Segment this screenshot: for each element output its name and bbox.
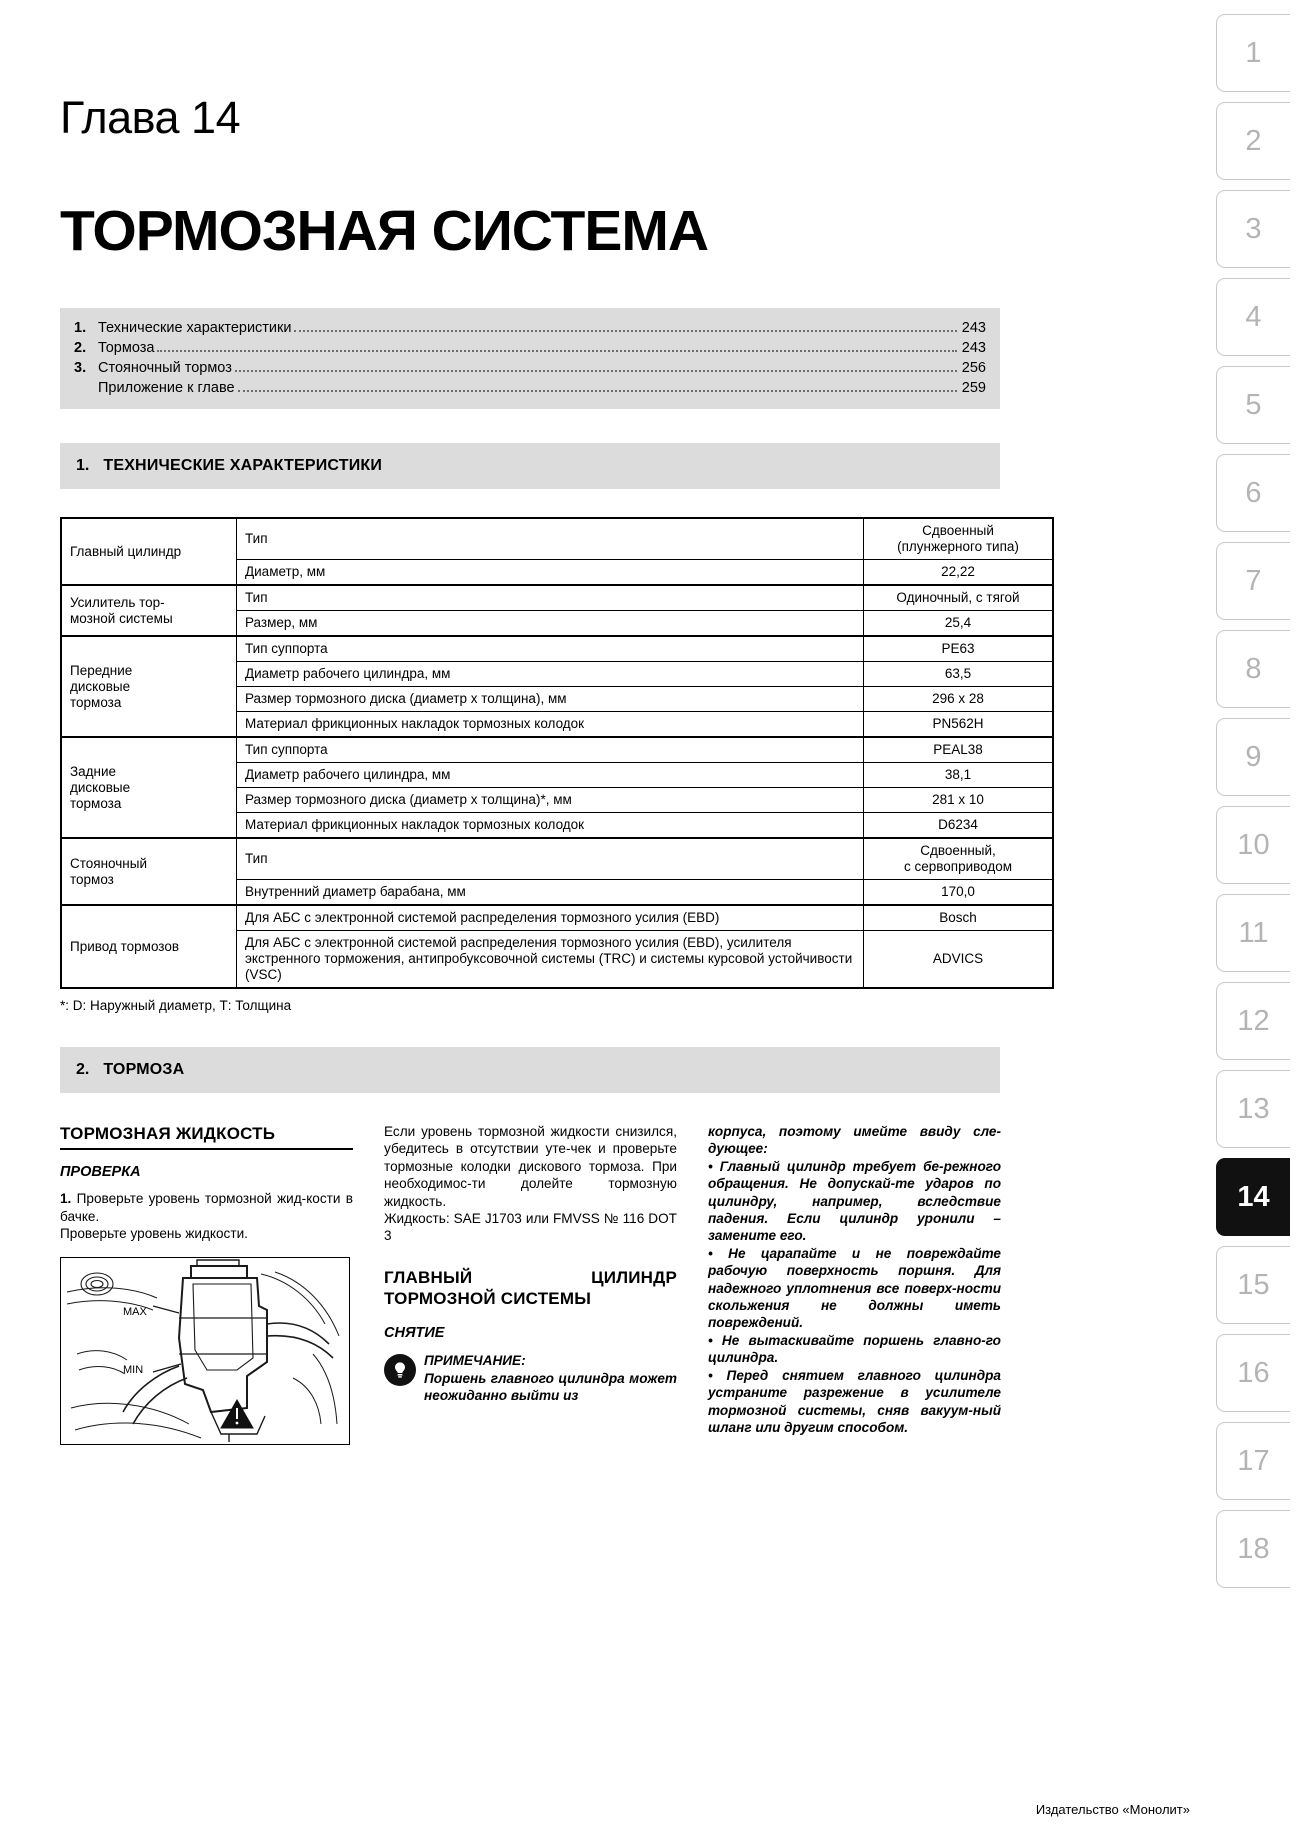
note-block bbox=[384, 1352, 677, 1404]
toc-entry[interactable] bbox=[74, 338, 986, 358]
section-banner-specifications bbox=[60, 443, 1000, 489]
chapter-tab-label: 18 bbox=[1237, 1532, 1270, 1565]
table-cell-parameter: Внутренний диаметр барабана, мм bbox=[237, 880, 864, 906]
toc-entry-label: Приложение к главе bbox=[98, 380, 235, 396]
chapter-tab-label: 11 bbox=[1238, 916, 1269, 949]
figure-label-min: MIN bbox=[123, 1363, 144, 1376]
table-cell-parameter: Тип суппорта bbox=[237, 636, 864, 662]
table-cell-parameter: Для АБС с электронной системой распределения тормозного усилия (EBD) bbox=[237, 905, 864, 931]
table-cell-value: Bosch bbox=[864, 905, 1054, 931]
table-cell-value: 25,4 bbox=[864, 611, 1054, 637]
table-cell-value: Сдвоенный, с сервоприводом bbox=[864, 838, 1054, 880]
table-cell-parameter: Материал фрикционных накладок тормозных колодок bbox=[237, 813, 864, 839]
step-text: Проверьте уровень тормозной жид-кости в бачке. bbox=[60, 1191, 353, 1224]
chapter-label: Глава 14 bbox=[60, 92, 241, 143]
toc-entry-page: 243 bbox=[961, 320, 986, 336]
table-row bbox=[61, 636, 1053, 662]
numbered-step bbox=[60, 1190, 353, 1225]
chapter-tab-12[interactable] bbox=[1216, 982, 1290, 1060]
brake-fluid-heading: ТОРМОЗНАЯ ЖИДКОСТЬ bbox=[60, 1124, 276, 1143]
toc-entry-label: Стояночный тормоз bbox=[98, 360, 232, 376]
table-cell-parameter: Тип bbox=[237, 585, 864, 611]
warning-bullet: • Не вытаскивайте поршень главно-го цилиндра. bbox=[708, 1332, 1001, 1366]
warning-bullet-list bbox=[708, 1158, 1001, 1437]
chapter-tab-rail bbox=[1208, 0, 1300, 1839]
note-text: Поршень главного цилиндра может неожиданно выйти из bbox=[424, 1370, 677, 1404]
table-cell-value: 296 х 28 bbox=[864, 687, 1054, 712]
chapter-tab-8[interactable] bbox=[1216, 630, 1290, 708]
chapter-tab-label: 6 bbox=[1245, 476, 1262, 509]
table-cell-value: Сдвоенный (плунжерного типа) bbox=[864, 518, 1054, 560]
table-row bbox=[61, 838, 1053, 880]
chapter-tab-6[interactable] bbox=[1216, 454, 1290, 532]
table-of-contents bbox=[60, 308, 1000, 409]
toc-entry-number: 3. bbox=[74, 360, 87, 376]
chapter-tab-label: 1 bbox=[1245, 36, 1262, 69]
table-cell-value: PE63 bbox=[864, 636, 1054, 662]
step-number: 1. bbox=[60, 1191, 72, 1207]
chapter-tab-label: 15 bbox=[1237, 1268, 1270, 1301]
table-cell-group: Главный цилиндр bbox=[61, 518, 237, 585]
chapter-tab-17[interactable] bbox=[1216, 1422, 1290, 1500]
page-content bbox=[60, 0, 1020, 1445]
chapter-tab-5[interactable] bbox=[1216, 366, 1290, 444]
check-subheading: ПРОВЕРКА bbox=[60, 1164, 141, 1180]
chapter-tab-16[interactable] bbox=[1216, 1334, 1290, 1412]
master-cylinder-heading: ГЛАВНЫЙ ЦИЛИНДР ТОРМОЗНОЙ СИСТЕМЫ bbox=[384, 1267, 677, 1308]
table-cell-value: 281 х 10 bbox=[864, 788, 1054, 813]
chapter-tab-label: 16 bbox=[1237, 1356, 1270, 1389]
bulb-icon bbox=[384, 1354, 416, 1386]
table-footnote: *: D: Наружный диаметр, Т: Толщина bbox=[60, 998, 292, 1013]
page-title: ТОРМОЗНАЯ СИСТЕМА bbox=[60, 199, 709, 263]
chapter-tab-label: 13 bbox=[1237, 1092, 1270, 1125]
table-cell-parameter: Тип bbox=[237, 838, 864, 880]
chapter-tab-label: 5 bbox=[1245, 388, 1262, 421]
toc-entry-page: 243 bbox=[961, 340, 986, 356]
table-cell-group: Привод тормозов bbox=[61, 905, 237, 988]
toc-leader-dots bbox=[157, 350, 956, 352]
table-cell-parameter: Тип суппорта bbox=[237, 737, 864, 763]
table-row bbox=[61, 585, 1053, 611]
reservoir-figure bbox=[60, 1257, 350, 1445]
table-cell-value: D6234 bbox=[864, 813, 1054, 839]
reservoir-diagram-svg bbox=[61, 1258, 349, 1444]
heading-rule bbox=[60, 1148, 353, 1150]
removal-subheading: СНЯТИЕ bbox=[384, 1324, 445, 1341]
paragraph-fluid-spec: Жидкость: SAE J1703 или FMVSS № 116 DOT 3 bbox=[384, 1211, 677, 1244]
table-cell-value: 63,5 bbox=[864, 662, 1054, 687]
toc-entry-number: 2. bbox=[74, 340, 87, 356]
chapter-tab-11[interactable] bbox=[1216, 894, 1290, 972]
table-cell-value: ADVICS bbox=[864, 931, 1054, 989]
chapter-tab-label: 8 bbox=[1245, 652, 1262, 685]
note-continuation: корпуса, поэтому имейте ввиду сле-дующее: bbox=[708, 1124, 1001, 1157]
section-number: 2. bbox=[76, 1061, 90, 1078]
chapter-tab-label: 3 bbox=[1245, 212, 1262, 245]
toc-entry-page: 256 bbox=[961, 360, 986, 376]
table-cell-value: 22,22 bbox=[864, 560, 1054, 586]
chapter-tab-label: 12 bbox=[1237, 1004, 1270, 1037]
table-cell-group: Передние дисковые тормоза bbox=[61, 636, 237, 737]
table-row bbox=[61, 905, 1053, 931]
chapter-tab-label: 7 bbox=[1245, 564, 1262, 597]
chapter-tab-10[interactable] bbox=[1216, 806, 1290, 884]
toc-entry-number: 1. bbox=[74, 320, 87, 336]
table-cell-parameter: Размер, мм bbox=[237, 611, 864, 637]
chapter-tab-label: 17 bbox=[1237, 1444, 1270, 1477]
section-title: ТОРМОЗА bbox=[103, 1061, 185, 1078]
warning-bullet: • Перед снятием главного цилиндра устраните разрежение в усилителе тормозной системы, сняв вакуум-ный шланг или другим способом. bbox=[708, 1367, 1001, 1435]
table-cell-value: 38,1 bbox=[864, 763, 1054, 788]
section-title: ТЕХНИЧЕСКИЕ ХАРАКТЕРИСТИКИ bbox=[103, 457, 383, 474]
table-cell-value: Одиночный, с тягой bbox=[864, 585, 1054, 611]
chapter-tab-7[interactable] bbox=[1216, 542, 1290, 620]
chapter-tab-18[interactable] bbox=[1216, 1510, 1290, 1588]
note-label: ПРИМЕЧАНИЕ: bbox=[424, 1353, 526, 1369]
chapter-tab-14[interactable] bbox=[1216, 1158, 1290, 1236]
table-cell-parameter: Диаметр рабочего цилиндра, мм bbox=[237, 763, 864, 788]
column-left bbox=[60, 1123, 353, 1445]
chapter-tab-label: 4 bbox=[1245, 300, 1262, 333]
chapter-tab-label: 9 bbox=[1245, 740, 1262, 773]
toc-entry-page: 259 bbox=[961, 380, 986, 396]
warning-bullet: • Главный цилиндр требует бе-режного обращения. Не допускай-те ударов по цилиндру, например, вследствие падения. Если цилиндр уронили – замените его. bbox=[708, 1158, 1001, 1244]
table-cell-parameter: Диаметр, мм bbox=[237, 560, 864, 586]
chapter-tab-13[interactable] bbox=[1216, 1070, 1290, 1148]
chapter-tab-2[interactable] bbox=[1216, 102, 1290, 180]
chapter-tab-label: 10 bbox=[1237, 828, 1270, 861]
table-cell-parameter: Для АБС с электронной системой распределения тормозного усилия (EBD), усилителя экстренного торможения, антипробуксовочной системы (TRC) и системы курсовой устойчивости (VSC) bbox=[237, 931, 864, 989]
table-row bbox=[61, 518, 1053, 560]
table-cell-group: Задние дисковые тормоза bbox=[61, 737, 237, 838]
table-cell-group: Усилитель тор- мозной системы bbox=[61, 585, 237, 636]
table-cell-parameter: Размер тормозного диска (диаметр х толщина), мм bbox=[237, 687, 864, 712]
column-middle bbox=[384, 1123, 677, 1445]
table-cell-parameter: Материал фрикционных накладок тормозных колодок bbox=[237, 712, 864, 738]
warning-triangle-icon bbox=[221, 1400, 253, 1428]
chapter-tab-1[interactable] bbox=[1216, 14, 1290, 92]
section-banner-brakes bbox=[60, 1047, 1000, 1093]
figure-label-max: MAX bbox=[123, 1305, 147, 1318]
toc-entry-label: Технические характеристики bbox=[98, 320, 292, 336]
paragraph-fluid-level: Если уровень тормозной жидкости снизился, убедитесь в отсутствии уте-чек и проверьте тормозные колодки дискового тормоза. При необходимос-ти долейте тормозную жидкость. bbox=[384, 1124, 677, 1209]
toc-leader-dots bbox=[235, 370, 957, 372]
toc-entry[interactable] bbox=[74, 378, 986, 398]
toc-entry[interactable] bbox=[74, 318, 986, 338]
toc-entry[interactable] bbox=[74, 358, 986, 378]
table-cell-parameter: Размер тормозного диска (диаметр х толщина)*, мм bbox=[237, 788, 864, 813]
toc-entry-label: Тормоза bbox=[98, 340, 155, 356]
specifications-table bbox=[60, 517, 1054, 989]
step-text-secondary: Проверьте уровень жидкости. bbox=[60, 1226, 248, 1242]
chapter-tab-4[interactable] bbox=[1216, 278, 1290, 356]
chapter-tab-9[interactable] bbox=[1216, 718, 1290, 796]
chapter-tab-label: 14 bbox=[1237, 1180, 1270, 1213]
toc-leader-dots bbox=[294, 330, 956, 332]
chapter-tab-15[interactable] bbox=[1216, 1246, 1290, 1324]
table-cell-value: PN562H bbox=[864, 712, 1054, 738]
chapter-tab-label: 2 bbox=[1245, 124, 1262, 157]
body-columns bbox=[60, 1123, 1000, 1445]
chapter-tab-3[interactable] bbox=[1216, 190, 1290, 268]
table-cell-parameter: Диаметр рабочего цилиндра, мм bbox=[237, 662, 864, 687]
table-cell-value: PEAL38 bbox=[864, 737, 1054, 763]
column-right bbox=[708, 1123, 1001, 1445]
warning-bullet: • Не царапайте и не повреждайте рабочую поверхность поршня. Для надежного уплотнения все поверх-ности скольжения не должны иметь повреждений. bbox=[708, 1245, 1001, 1331]
table-cell-parameter: Тип bbox=[237, 518, 864, 560]
table-row bbox=[61, 737, 1053, 763]
section-number: 1. bbox=[76, 457, 90, 474]
table-cell-group: Стояночный тормоз bbox=[61, 838, 237, 905]
note-content bbox=[424, 1352, 677, 1404]
publisher-footer: Издательство «Монолит» bbox=[1035, 1802, 1190, 1817]
table-cell-value: 170,0 bbox=[864, 880, 1054, 906]
toc-leader-dots bbox=[238, 390, 957, 392]
